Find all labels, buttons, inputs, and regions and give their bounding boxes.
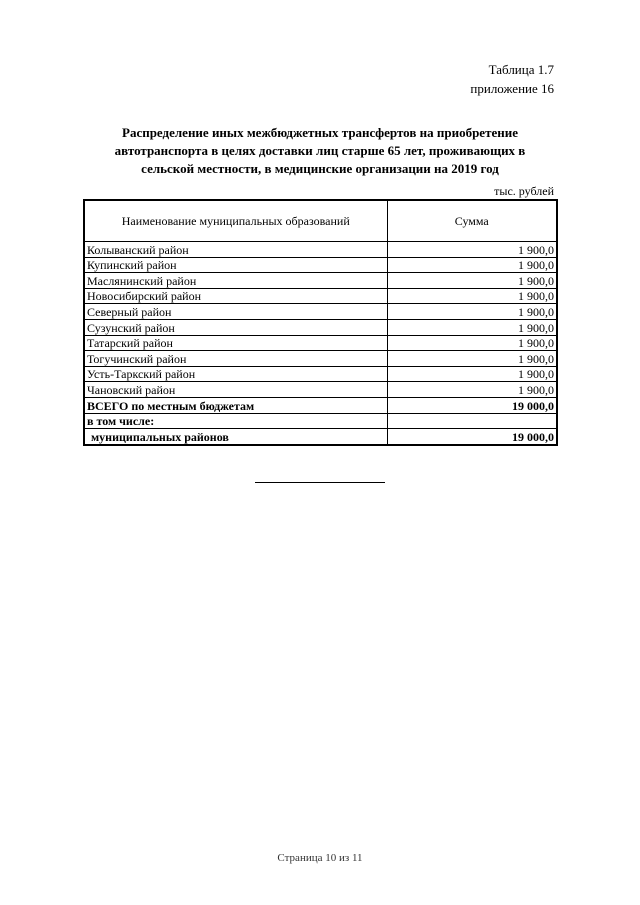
total-label: ВСЕГО по местным бюджетам: [84, 397, 387, 413]
table-row: [84, 351, 557, 367]
row-name: Сузунский район: [84, 319, 387, 335]
row-name: Татарский район: [84, 335, 387, 351]
row-amount: 1 900,0: [387, 319, 557, 335]
table-header-reference: [470, 60, 554, 98]
total-row: [84, 397, 557, 413]
row-name: Северный район: [84, 304, 387, 320]
row-amount: 1 900,0: [387, 304, 557, 320]
document-title: Распределение иных межбюджетных трансфертов на приобретение автотранспорта в целях доставки лиц старше 65 лет, проживающих в сельской местности, в медицинские организации на 2019 год: [114, 125, 526, 176]
page-footer: Страница 10 из 11: [277, 852, 363, 864]
including-empty-cell: [387, 413, 557, 429]
row-name: Чановский район: [84, 382, 387, 398]
appendix-number: приложение 16: [470, 81, 554, 96]
table-header-row: [84, 200, 557, 242]
unit-label: тыс. рублей: [494, 184, 554, 198]
row-amount: 1 900,0: [387, 351, 557, 367]
table-number: Таблица 1.7: [488, 62, 554, 77]
row-amount: 1 900,0: [387, 273, 557, 289]
column-header-amount: Сумма: [387, 200, 557, 242]
row-name: Усть-Таркский район: [84, 366, 387, 382]
row-name: Маслянинский район: [84, 273, 387, 289]
separator-line: [255, 482, 385, 483]
row-amount: 1 900,0: [387, 242, 557, 258]
row-amount: 1 900,0: [387, 257, 557, 273]
row-name: Тогучинский район: [84, 351, 387, 367]
row-name: Купинский район: [84, 257, 387, 273]
table-row: [84, 382, 557, 398]
table-row: [84, 242, 557, 258]
municipal-row: [84, 429, 557, 445]
table-row: [84, 335, 557, 351]
row-amount: 1 900,0: [387, 382, 557, 398]
table-row: [84, 288, 557, 304]
including-label: в том числе:: [84, 413, 387, 429]
column-header-name: Наименование муниципальных образований: [84, 200, 387, 242]
total-amount: 19 000,0: [387, 397, 557, 413]
table-row: [84, 257, 557, 273]
municipal-amount: 19 000,0: [387, 429, 557, 445]
table-row: [84, 273, 557, 289]
row-amount: 1 900,0: [387, 288, 557, 304]
table-row: [84, 319, 557, 335]
table-row: [84, 304, 557, 320]
row-name: Новосибирский район: [84, 288, 387, 304]
row-name: Колыванский район: [84, 242, 387, 258]
table-row: [84, 366, 557, 382]
row-amount: 1 900,0: [387, 366, 557, 382]
municipal-label: муниципальных районов: [84, 429, 387, 445]
row-amount: 1 900,0: [387, 335, 557, 351]
allocation-table: [83, 199, 558, 446]
including-row: [84, 413, 557, 429]
